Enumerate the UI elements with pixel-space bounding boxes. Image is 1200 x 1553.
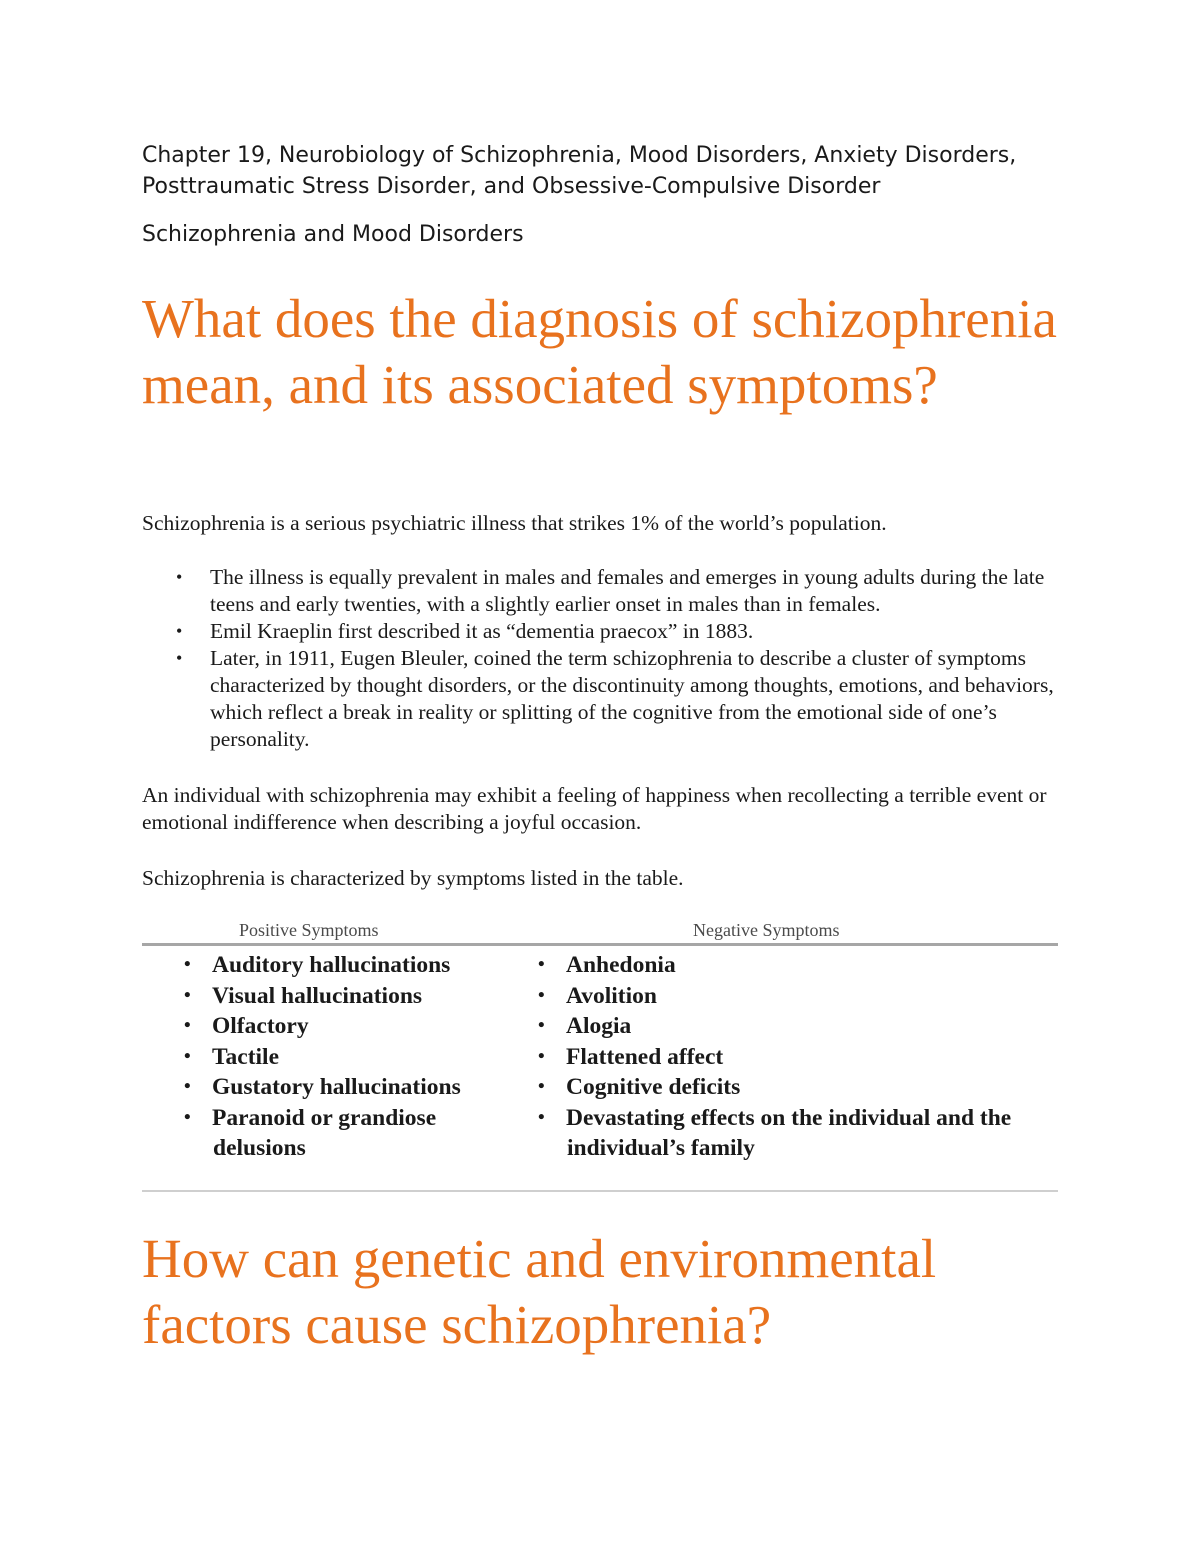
list-item <box>538 1011 1048 1042</box>
list-item <box>142 618 1072 645</box>
bullet-icon: • <box>184 1045 191 1067</box>
list-item-text: Anhedonia <box>566 952 676 978</box>
question-heading-diagnosis: What does the diagnosis of schizophrenia mean, and its associated symptoms? <box>142 288 1057 415</box>
bullet-icon: • <box>184 954 191 975</box>
list-item <box>184 1072 484 1103</box>
paragraph-happiness: An individual with schizophrenia may exhibit a feeling of happiness when recollecting a terrible event or emotional indifference when describing a joyful occasion. <box>142 783 1047 834</box>
bullet-icon: • <box>176 621 183 641</box>
list-item <box>184 1042 484 1073</box>
bullet-icon: • <box>184 1076 191 1097</box>
positive-symptoms-header: Positive Symptoms <box>239 920 379 940</box>
bullet-icon: • <box>176 567 183 587</box>
list-item <box>538 1072 1048 1103</box>
bullet-icon: • <box>176 648 183 668</box>
chapter-title: Chapter 19, Neurobiology of Schizophrenia, Mood Disorders, Anxiety Disorders, Posttraumatic Stress Disorder, and Obsessive-Compulsive Disorder <box>142 143 1017 199</box>
question-heading-causes: How can genetic and environmental factors cause schizophrenia? <box>142 1228 937 1355</box>
list-item-text: Paranoid or grandiose delusions <box>212 1104 437 1161</box>
list-item-text: Emil Kraeplin first described it as “dementia praecox” in 1883. <box>210 619 754 643</box>
bullet-icon: • <box>538 954 545 975</box>
section-label: Schizophrenia and Mood Disorders <box>142 222 524 247</box>
list-item <box>538 950 1048 981</box>
list-item <box>142 645 1072 753</box>
list-item <box>538 981 1048 1012</box>
list-item <box>184 981 484 1012</box>
bullet-icon: • <box>538 1106 545 1128</box>
list-item-text: Auditory hallucinations <box>212 952 451 978</box>
table-header-rule <box>142 943 1058 946</box>
negative-symptoms-header: Negative Symptoms <box>693 920 840 940</box>
list-item-text: Avolition <box>566 982 657 1009</box>
list-item-text: The illness is equally prevalent in males and females and emerges in young adults during the late teens and early twenties, with a slightly earlier onset in males than in females. <box>210 565 1045 616</box>
list-item <box>184 950 484 981</box>
intro-paragraph: Schizophrenia is a serious psychiatric illness that strikes 1% of the world’s population. <box>142 511 887 535</box>
list-item-text: Alogia <box>566 1013 632 1039</box>
list-item-text: Visual hallucinations <box>212 982 423 1009</box>
list-item-text: Devastating effects on the individual and the individual’s family <box>566 1104 1012 1161</box>
bullet-icon: • <box>184 1015 191 1036</box>
list-item <box>184 1103 484 1164</box>
list-item-text: Tactile <box>212 1043 280 1070</box>
fact-bullet-list <box>142 564 1072 753</box>
bullet-icon: • <box>538 1076 545 1097</box>
list-item-text: Cognitive deficits <box>566 1074 741 1100</box>
positive-symptoms-list <box>184 950 484 1164</box>
list-item <box>538 1103 1048 1164</box>
list-item-text: Later, in 1911, Eugen Bleuler, coined the term schizophrenia to describe a cluster of symptoms characterized by thought disorders, or the discontinuity among thoughts, emotions, and behaviors, which reflect a break in reality or splitting of the cognitive from the emotional side of one’s personality. <box>210 646 1054 751</box>
bullet-icon: • <box>184 984 191 1006</box>
list-item <box>142 564 1072 618</box>
negative-symptoms-list <box>538 950 1048 1164</box>
bullet-icon: • <box>538 984 545 1006</box>
list-item <box>184 1011 484 1042</box>
list-item-text: Olfactory <box>212 1013 309 1039</box>
list-item-text: Gustatory hallucinations <box>212 1074 461 1100</box>
list-item <box>538 1042 1048 1073</box>
bullet-icon: • <box>538 1015 545 1036</box>
bullet-icon: • <box>184 1106 191 1128</box>
paragraph-table-intro: Schizophrenia is characterized by symptoms listed in the table. <box>142 866 684 890</box>
bullet-icon: • <box>538 1045 545 1067</box>
list-item-text: Flattened affect <box>566 1043 724 1070</box>
table-bottom-rule <box>142 1190 1058 1192</box>
